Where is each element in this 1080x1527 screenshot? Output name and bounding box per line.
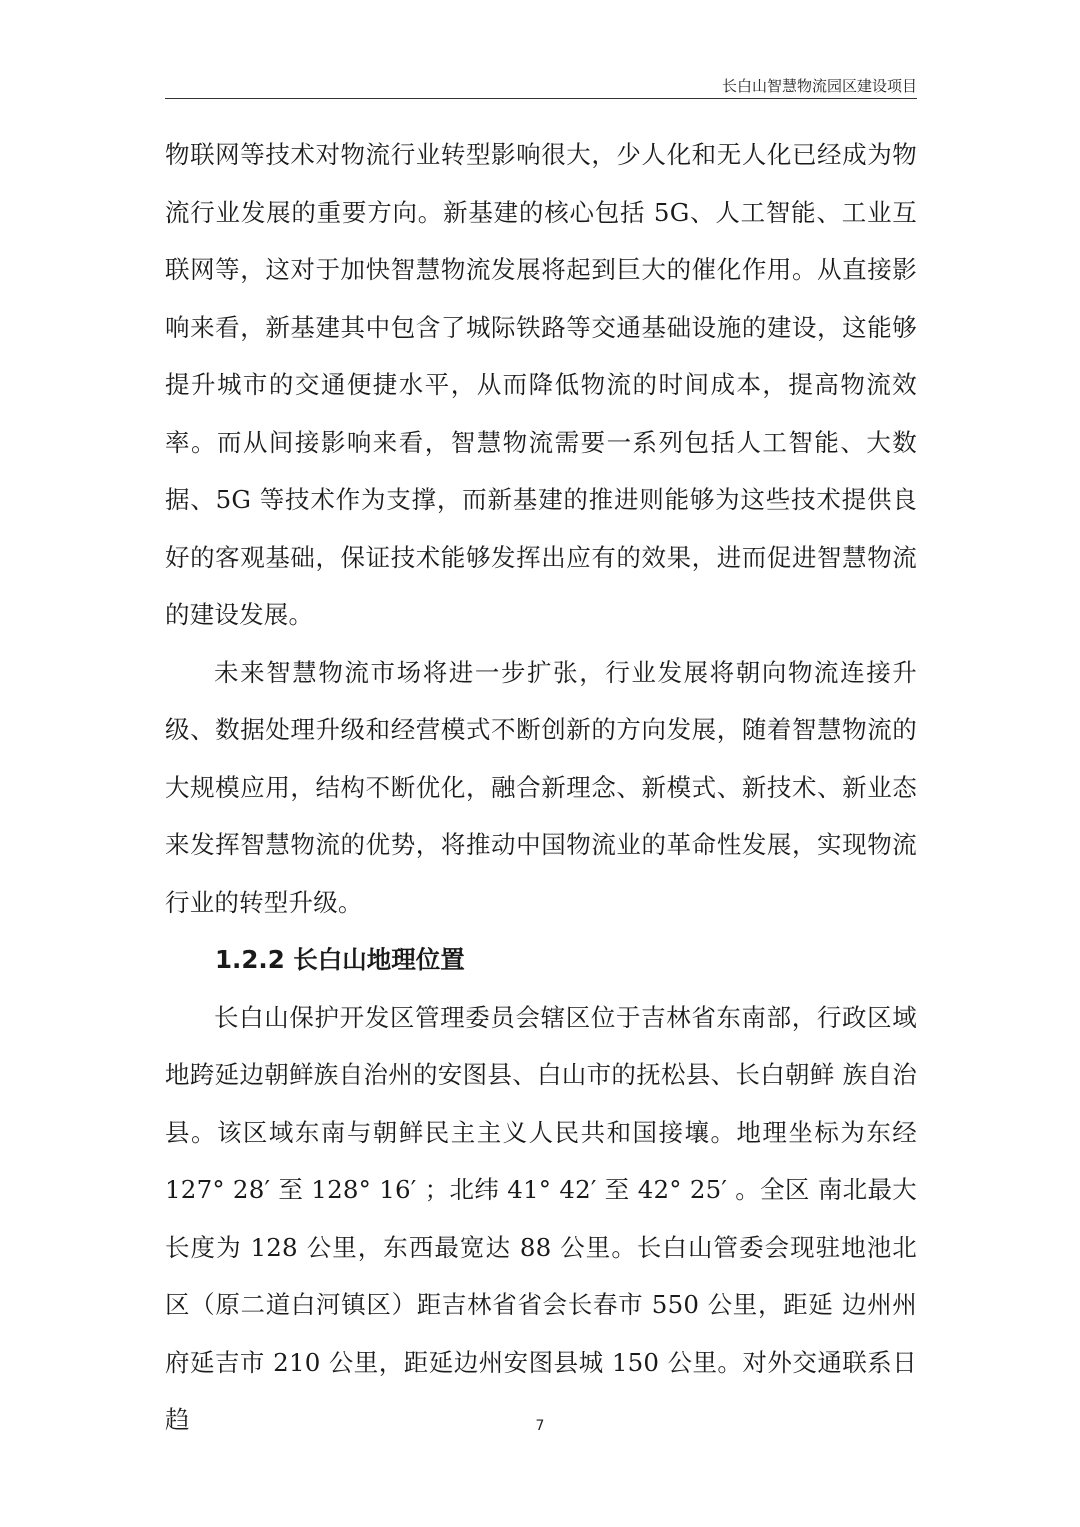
section-heading: 1.2.2 长白山地理位置 <box>215 945 465 974</box>
page-number: 7 <box>535 1418 545 1434</box>
header-rule <box>165 98 917 99</box>
body-text <box>165 126 917 1449</box>
paragraph-geography: 长白山保护开发区管理委员会辖区位于吉林省东南部，行政区域地跨延边朝鲜族自治州的安图县、白山市的抚松县、长白朝鲜 族自治县。该区域东南与朝鲜民主主义人民共和国接壤。地理坐标为东经 127° 28′ 至 128° 16′ ；北纬 41° 42′ 至 42° 25′ 。全区 南北最大长度为 128 公里，东西最宽达 88 公里。长白山管委会现驻地池北区（原二道白河镇区）距吉林省省会长春市 550 公里，距延 边州州府延吉市 210 公里，距延边州安图县城 150 公里。对外交通联系日趋 <box>165 1002 917 1434</box>
paragraph-continued: 物联网等技术对物流行业转型影响很大，少人化和无人化已经成为物流行业发展的重要方向。新基建的核心包括 5G、人工智能、工业互联网等，这对于加快智慧物流发展将起到巨大的催化作用。从直接影响来看，新基建其中包含了城际铁路等交通基础设施的建设，这能够提升城市的交通便捷水平，从而降低物流的时间成本，提高物流效率。而从间接影响来看，智慧物流需要一系列包括人工智能、大数据、5G 等技术作为支撑，而新基建的推进则能够为这些技术提供良好的客观基础，保证技术能够发挥出应有的效果，进而促进智慧物流的建设发展。 <box>165 140 917 629</box>
running-header: 长白山智慧物流园区建设项目 <box>721 77 917 95</box>
paragraph-future-trend: 未来智慧物流市场将进一步扩张，行业发展将朝向物流连接升级、数据处理升级和经营模式不断创新的方向发展，随着智慧物流的大规模应用，结构不断优化，融合新理念、新模式、新技术、新业态来发挥智慧物流的优势，将推动中国物流业的革命性发展，实现物流行业的转型升级。 <box>165 657 917 917</box>
